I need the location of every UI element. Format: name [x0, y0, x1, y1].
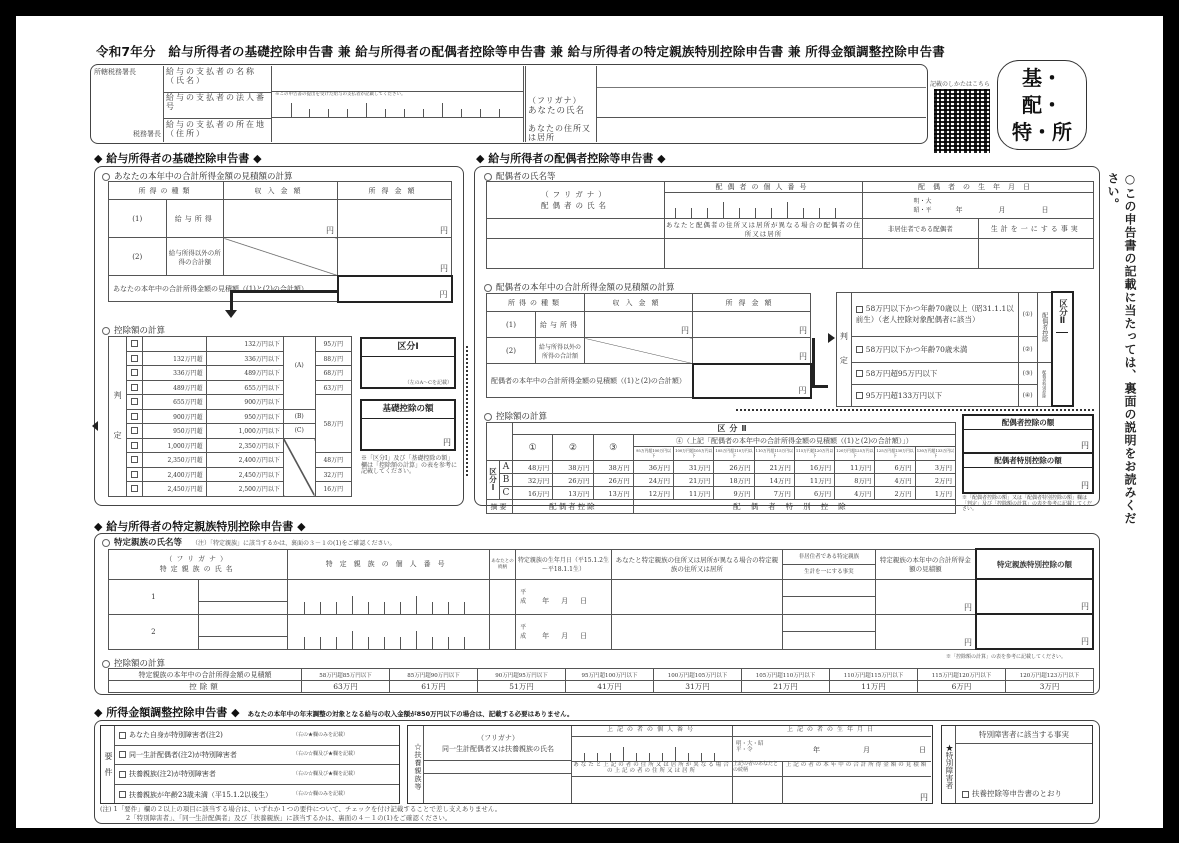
spouse-salary-income-input[interactable]: 円: [693, 312, 811, 338]
basic-note: ※「区分Ⅰ」及び「基礎控除の額」欄は「控除額の計算」の表を参考に記載してください。: [361, 455, 458, 476]
spouse-name-input[interactable]: [487, 239, 665, 269]
basic-deduction-row: 489万円超 655万円以下 63万円: [109, 380, 352, 395]
basic-row-checkbox[interactable]: [127, 409, 143, 424]
payer-address-label: 給与の支払者の所在地（住所）: [166, 120, 266, 139]
tax-office-bottom-label: 税務署長: [133, 130, 161, 139]
spouse-number-input[interactable]: [665, 193, 863, 219]
dependent-relation-input[interactable]: [733, 777, 783, 804]
basic-deduction-row: 判定 132万円以下 (A) 95万円: [109, 337, 352, 352]
relatives-table: （フリガナ） 特定親族の氏名 特定親族の個人番号 あなたとの続柄 特定親族の生年月日（平15.1.2生～平18.1.1生） あなたと特定親族の住所又は居所が異なる場合の特定親族の住所又は居所 非居住者である特定親族 生計を一にする事実 特定親族の本年中の合計所得金額の見積額 特定親族特別控除の額 1 平成 年 月 日 円 円 2 平成 年 月 日 円 円: [108, 548, 1094, 650]
basic-deduction-row: 2,400万円超 2,450万円以下 32万円: [109, 467, 352, 482]
form-type-badge: 基・配・特・所: [997, 60, 1087, 150]
dotted-connector: [466, 346, 468, 476]
arrow-down-icon: [225, 310, 237, 318]
relative-1-address-input[interactable]: [611, 579, 782, 614]
spouse-other-income-input[interactable]: 円: [693, 338, 811, 364]
requirements-box: 要件 あなた自身が特別障害者(注2) （右の★欄のみを記載） 同一生計配偶者(注2)が特別障害者 （右の☆欄及び★欄を記載） 扶養親族(注2)が特別障害者 （右の☆欄及び★欄を記載） 扶養親族が年齢23歳未満（平15.1.2以後生） （右の☆欄のみを記載）: [100, 725, 400, 804]
livelihood-input[interactable]: [978, 239, 1094, 269]
basic-amount-box: 基礎控除の額 円: [360, 399, 456, 451]
payer-number-note: ※この申告書の提出を受けた給与の支払者が記載してください。: [275, 92, 406, 97]
same-as-dependent-checkbox[interactable]: 扶養控除等申告書のとおり: [962, 790, 1062, 799]
dotted-connector-2: [736, 409, 1094, 411]
basic-row-checkbox[interactable]: [127, 380, 143, 395]
tax-office-cell: [92, 66, 164, 142]
relative-2-address-input[interactable]: [611, 614, 782, 649]
side-instruction: ○この申告書の記載に当たっては、裏面の説明をお読みください。: [1106, 172, 1137, 525]
relatives-note: ※「控除額の計算」の表を参考に記載してください。: [946, 654, 1067, 660]
basic-deduction-row: 950万円超 1,000万円以下 (C): [109, 424, 352, 439]
relative-1-livelihood-input[interactable]: [783, 597, 875, 614]
spouse-judge-table: 判定 58万円以下かつ年齢70歳以上（昭31.1.1以前生）（老人控除対象配偶者に該当） (①) 配偶者控除 区分Ⅱ 58万円以下かつ年齢70歳未満 (②) 58万円超95万円以下 (③) 配偶者特別控除 95万円超133万円以下 (④): [836, 291, 1074, 407]
spouse-name-title: 配偶者の氏名等: [484, 170, 556, 182]
relative-1-relation-input[interactable]: [489, 579, 515, 614]
spouse-deduction-table: 区分Ⅱ ① ② ③ ④（上記「配偶者の本年中の合計所得金額の見積額（(1)と(2)の合計額）」） 95万円超100万円以下 100万円超105万円以下 105万円超110万円以下 110万円超115万円以下 115万円超120万円以下 120万円超125万円以下 125万円超130万円以下 130万円超133万円以下 区分Ⅰ A 48万円 38万円 38万円 36万円 31万円 26万円 21万円 16万円 11万円 6万円 3万円 B 32万円 26万円 26万円 24万円 21万円 18万円 14万円 11万円 8万円 4万円 2万円 C 16万円 13万円 13万円 12万円 11万円 9万円 7万円 6万円 4万円 2万円 1万円 摘要 配偶者控除 配偶者特別控除: [486, 422, 956, 514]
basic-amount-input[interactable]: 円: [443, 438, 451, 447]
spouse-special-amount-input[interactable]: 円: [1081, 481, 1089, 490]
your-address-label: あなたの住所又は居所: [528, 124, 591, 143]
basic-row-checkbox[interactable]: [127, 366, 143, 381]
relative-row-2: 2 平成 年 月 日 円 円: [109, 614, 1094, 649]
spouse-birth-input[interactable]: 明・大 昭・平 年 月 日: [863, 193, 1094, 219]
dependent-birth-input[interactable]: 明・大・昭 平・令 年 月 日: [736, 741, 926, 754]
relative-1-name-input[interactable]: [198, 579, 288, 614]
dependent-box: ☆扶養親族等 （フリガナ） 同一生計配偶者又は扶養親族の氏名 上記の者の個人番号 あなたと上記の者の住所又は居所が異なる場合の上記の者の住所又は居所 上記の者の生年月日 明・大・昭 平・令 年 月 日 上記の者のあなたとの続柄 上記の者の本年中の合計所得金額の見積額 円: [407, 725, 933, 804]
qr-code[interactable]: [934, 89, 990, 153]
relative-2-livelihood-input[interactable]: [783, 632, 875, 649]
kubun1-input[interactable]: （左のA～Cを記載）: [404, 379, 452, 386]
spouse-income-title: 配偶者の本年中の合計所得金額の見積額の計算: [484, 281, 675, 293]
payer-name-input[interactable]: [271, 66, 523, 92]
form-title: 令和7年分 給与所得者の基礎控除申告書 兼 給与所得者の配偶者控除等申告書 兼 給与所得者の特定親族特別控除申告書 兼 所得金額調整控除申告書: [96, 44, 946, 59]
kubun1-box: 区分Ⅰ （左のA～Cを記載）: [360, 337, 456, 389]
dependent-number-input[interactable]: [572, 737, 732, 761]
spouse-calc-row: 区分Ⅰ A 48万円 38万円 38万円 36万円 31万円 26万円 21万円 16万円 11万円 6万円 3万円: [487, 461, 956, 474]
relative-1-nonres-input[interactable]: [783, 580, 875, 597]
relative-1-income-input[interactable]: 円: [875, 579, 976, 614]
basic-row-checkbox[interactable]: [127, 395, 143, 410]
basic-row-checkbox[interactable]: [127, 424, 143, 439]
relative-2-name-input[interactable]: [198, 614, 288, 649]
judge-option-2[interactable]: 58万円以下かつ年齢70歳未満: [851, 336, 1018, 362]
relatives-calc-table: 特定親族の本年中の合計所得金額の見積額 58万円超85万円以下 85万円超90万円以下 90万円超95万円以下 95万円超100万円以下 100万円超105万円以下 105万円超110万円以下 110万円超115万円以下 115万円超120万円以下 120万円超123万円以下 控除額 63万円 61万円 51万円 41万円 31万円 21万円 11万円 6万円 3万円: [108, 668, 1094, 693]
spouse-amount-box: 配偶者控除の額 円: [962, 414, 1094, 454]
spouse-calc-row: C 16万円 13万円 13万円 12万円 11万円 9万円 7万円 6万円 4万円 2万円 1万円: [487, 487, 956, 500]
judge-option-4[interactable]: 95万円超133万円以下: [851, 384, 1018, 406]
requirement-item[interactable]: 扶養親族(注2)が特別障害者 （右の☆欄及び★欄を記載）: [115, 765, 399, 785]
requirement-item[interactable]: あなた自身が特別障害者(注2) （右の★欄のみを記載）: [115, 726, 399, 746]
payer-number-label: 給与の支払者の法人番号: [166, 93, 266, 112]
spouse-special-amount-box: 配偶者特別控除の額 円: [962, 454, 1094, 494]
basic-row-checkbox[interactable]: [127, 351, 143, 366]
basic-deduction-table: [108, 336, 352, 497]
relative-row-1: 1 平成 年 月 日 円 円: [109, 579, 1094, 614]
relative-2-number-input[interactable]: [288, 614, 490, 649]
basic-row-checkbox[interactable]: [127, 482, 143, 497]
spouse-salary-revenue-input[interactable]: 円: [585, 312, 693, 338]
dependent-income-input[interactable]: 円: [920, 793, 928, 802]
judge-option-3[interactable]: 58万円超95万円以下: [851, 362, 1018, 384]
relative-2-relation-input[interactable]: [489, 614, 515, 649]
salary-revenue-input[interactable]: 円: [224, 200, 338, 238]
basic-row-checkbox[interactable]: [127, 438, 143, 453]
left-marker-icon: [92, 421, 98, 431]
spouse-address-input[interactable]: [665, 239, 863, 269]
other-income-input[interactable]: 円: [338, 238, 452, 276]
relative-1-number-input[interactable]: [288, 579, 490, 614]
basic-income-table: 所得の種類 収入金額 所得金額 (1) 給与所得 円 円 (2) 給与所得以外の所得の合計額 円 あなたの本年中の合計所得金額の見積額（(1)と(2)の合計額） 円: [108, 181, 453, 303]
basic-row-checkbox[interactable]: [127, 467, 143, 482]
basic-deduction-title: 控除額の計算: [102, 324, 165, 336]
spouse-income-table: 所得の種類 収入金額 所得金額 (1) 給与所得 円 円 (2) 給与所得以外の所得の合計額 円 配偶者の本年中の合計所得金額の見積額（(1)と(2)の合計額） 円: [486, 293, 812, 399]
dependent-address-input[interactable]: [572, 777, 732, 804]
your-name-label: あなたの氏名: [528, 106, 586, 116]
relative-2-nonres-input[interactable]: [783, 615, 875, 632]
spouse-note: ※「配偶者控除の額」又は「配偶者特別控除の額」欄は「判定」及び「控除額の計算」の表を参考に記載してください。: [962, 495, 1093, 512]
payer-address-input[interactable]: [271, 118, 523, 142]
arrow-connector: [230, 290, 337, 310]
qr-caption: 記載のしかたはこちら: [930, 81, 991, 88]
basic-section-heading: ◆ 給与所得者の基礎控除申告書 ◆: [94, 152, 262, 165]
footnote-2: 2「特別障害者」、「同一生計配偶者」及び「扶養親族」に該当するかは、裏面の４－１の(1)をご確認ください。: [126, 814, 452, 822]
arrow-right-icon: [828, 333, 835, 343]
nonresident-input[interactable]: [863, 239, 979, 269]
your-address-input[interactable]: [596, 118, 926, 142]
spouse-section-heading: ◆ 給与所得者の配偶者控除等申告書 ◆: [476, 152, 666, 165]
relative-2-birth-input[interactable]: 平成 年 月 日: [516, 614, 612, 649]
basic-deduction-row: 900万円超 950万円以下 (B): [109, 409, 352, 424]
basic-deduction-row: 655万円超 900万円以下 58万円: [109, 395, 352, 410]
basic-deduction-row: 2,450万円超 2,500万円以下 16万円: [109, 482, 352, 497]
basic-row-checkbox[interactable]: [127, 337, 143, 352]
adjust-section-heading: ◆ 所得金額調整控除申告書 ◆ あなたの本年中の年末調整の対象となる給与の収入金額が850万円以下の場合は、記載する必要はありません。: [94, 706, 574, 719]
basic-calc-title: あなたの本年中の合計所得金額の見積額の計算: [102, 170, 293, 182]
tax-form-page: [16, 16, 1163, 828]
relative-1-birth-input[interactable]: 平成 年 月 日: [516, 579, 612, 614]
payer-number-input[interactable]: [271, 92, 523, 118]
basic-deduction-row: 132万円超 336万円以下 88万円: [109, 351, 352, 366]
spouse-calc-row: B 32万円 26万円 26万円 24万円 21万円 18万円 14万円 11万円 8万円 4万円 2万円: [487, 474, 956, 487]
basic-deduction-row: 2,350万円超 2,400万円以下 48万円: [109, 453, 352, 468]
tax-office-label: 所轄税務署長: [94, 68, 136, 76]
basic-deduction-row: 1,000万円超 2,350万円以下: [109, 438, 352, 453]
your-name-input[interactable]: [596, 66, 926, 118]
relatives-section-heading: ◆ 給与所得者の特定親族特別控除申告書 ◆: [94, 520, 306, 533]
spouse-name-table: （フリガナ） 配偶者の氏名 配偶者の個人番号 配偶者の生年月日 明・大 昭・平 年 月 日 あなたと配偶者の住所又は居所が異なる場合の配偶者の住所又は居所 非居住者である配偶者 生計を一にする事実: [486, 181, 1094, 269]
salary-income-input[interactable]: 円: [338, 200, 452, 238]
total-income-input[interactable]: 円: [338, 276, 452, 302]
requirement-item[interactable]: 同一生計配偶者(注2)が特別障害者 （右の☆欄及び★欄を記載）: [115, 746, 399, 766]
furigana-label: （フリガナ）: [528, 96, 582, 105]
payer-name-label: 給与の支払者の名称（氏名）: [166, 67, 256, 86]
judge-option-1[interactable]: 58万円以下かつ年齢70歳以上（昭31.1.1以前生）（老人控除対象配偶者に該当）: [851, 292, 1018, 336]
footnote-1: (注) 1「要件」欄の２以上の項目に該当する場合は、いずれか１つの要件について、チェックを付け記載することで差し支えありません。: [100, 805, 502, 813]
relative-2-amount-input[interactable]: 円: [976, 614, 1093, 649]
special-disability-box: ★特別障害者 特別障害者に該当する事実 扶養控除等申告書のとおり: [941, 725, 1093, 804]
basic-row-checkbox[interactable]: [127, 453, 143, 468]
relative-2-income-input[interactable]: 円: [875, 614, 976, 649]
disability-fact-input[interactable]: [956, 744, 1092, 786]
relative-1-amount-input[interactable]: 円: [976, 579, 1093, 614]
spouse-total-income-input[interactable]: 円: [693, 364, 811, 398]
relatives-name-title: 特定親族の氏名等 （注）「特定親族」に該当するかは、裏面の３－１の(1)をご確認ください。: [102, 536, 396, 548]
dependent-name-input[interactable]: [424, 766, 572, 804]
arrow-connector-2: [812, 338, 828, 388]
spouse-furigana-input[interactable]: [487, 219, 665, 239]
relatives-calc-title: 控除額の計算: [102, 657, 165, 669]
spouse-calc-title: 控除額の計算: [484, 410, 547, 422]
spouse-amount-input[interactable]: 円: [1081, 441, 1089, 450]
basic-deduction-row: 336万円超 489万円以下 68万円: [109, 366, 352, 381]
requirement-item[interactable]: 扶養親族が年齢23歳未満（平15.1.2以後生） （右の☆欄のみを記載）: [115, 785, 399, 805]
